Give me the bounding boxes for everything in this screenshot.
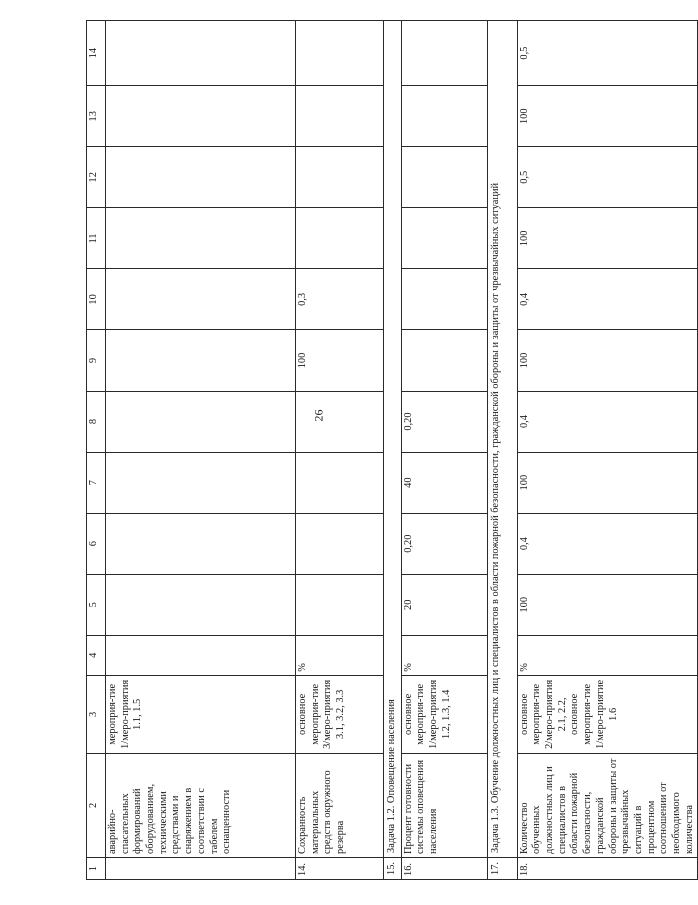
column-number-header: 13 — [87, 86, 106, 147]
indicator-value — [401, 86, 487, 147]
indicator-value — [401, 208, 487, 269]
indicator-name: Процент готовности системы оповещения населения — [401, 753, 487, 857]
indicator-value: 0,4 — [517, 513, 698, 574]
row-number: 17. — [487, 857, 517, 879]
column-number-header: 3 — [87, 675, 106, 753]
task-heading-row — [384, 21, 402, 880]
indicator-value: 100 — [517, 208, 698, 269]
column-number-header: 8 — [87, 391, 106, 452]
indicator-value: 40 — [401, 452, 487, 513]
column-number-header: 6 — [87, 513, 106, 574]
column-number-header: 9 — [87, 330, 106, 391]
program-event: основное мероприя-тие 3/меро-приятия 3.1, 3.2, 3.3 — [296, 675, 384, 753]
indicator-value: 0,20 — [401, 513, 487, 574]
indicator-value — [106, 147, 296, 208]
row-number — [106, 857, 296, 879]
table-header-row — [87, 21, 106, 880]
indicator-value: 0,3 — [296, 269, 384, 330]
column-number-header: 7 — [87, 452, 106, 513]
indicator-name: аварийно-спасательных формирований оборудованием, техническими средствами и снаряжением в соответствии с табелем оснащенности — [106, 753, 296, 857]
indicator-value — [296, 574, 384, 635]
indicator-value — [106, 208, 296, 269]
indicator-value — [296, 86, 384, 147]
indicator-value — [106, 513, 296, 574]
indicator-value — [401, 147, 487, 208]
table-row — [517, 21, 698, 880]
column-number-header: 1 — [87, 857, 106, 879]
indicator-value — [296, 147, 384, 208]
task-heading: Задача 1.3. Обучение должностных лиц и специалистов в области пожарной безопасности, гражданской обороны и защиты от чрезвычайных ситуаций — [487, 21, 517, 858]
table-row — [401, 21, 487, 880]
column-number-header: 11 — [87, 208, 106, 269]
unit-of-measure: % — [517, 635, 698, 675]
indicators-table — [86, 20, 698, 880]
table-row — [296, 21, 384, 880]
task-heading-row — [487, 21, 517, 880]
indicator-value: 0,4 — [517, 391, 698, 452]
column-number-header: 5 — [87, 574, 106, 635]
indicator-value: 100 — [517, 452, 698, 513]
indicator-value: 20 — [401, 574, 487, 635]
program-event: основное мероприя-тие 2/меро-приятия 2.1, 2.2, основное мероприя-тие 1/меро-приятие 1.6 — [517, 675, 698, 753]
indicator-value: 100 — [517, 330, 698, 391]
indicator-value: 100 — [296, 330, 384, 391]
row-number: 18. — [517, 857, 698, 879]
indicator-value — [401, 269, 487, 330]
table-row — [106, 21, 296, 880]
column-number-header: 2 — [87, 753, 106, 857]
indicator-value — [296, 21, 384, 86]
row-number: 15. — [384, 857, 402, 879]
unit-of-measure: % — [401, 635, 487, 675]
column-number-header: 4 — [87, 635, 106, 675]
indicator-value — [296, 452, 384, 513]
indicator-value — [296, 513, 384, 574]
indicator-value: 100 — [517, 86, 698, 147]
indicator-value — [296, 208, 384, 269]
indicator-value — [296, 391, 384, 452]
indicator-value — [401, 21, 487, 86]
page-number: 26 — [311, 409, 326, 422]
indicator-value — [106, 391, 296, 452]
indicator-value: 0,4 — [517, 269, 698, 330]
task-heading: Задача 1.2. Оповещение населения — [384, 21, 402, 858]
indicator-value — [106, 330, 296, 391]
indicator-name: Сохранность материальных средств окружного резерва — [296, 753, 384, 857]
column-number-header: 14 — [87, 21, 106, 86]
indicator-value: 0,20 — [401, 391, 487, 452]
indicator-value — [106, 269, 296, 330]
program-event: основное мероприя-тие 1/меро-приятия 1.2, 1.3, 1.4 — [401, 675, 487, 753]
indicator-value — [106, 452, 296, 513]
indicator-name: Количество обученных должностных лиц и специалистов в области пожарной безопасности, гражданской обороны и защиты от чрезвычайных ситуаций в процентном соотношении от необходимого количества — [517, 753, 698, 857]
row-number: 14. — [296, 857, 384, 879]
indicator-value — [106, 86, 296, 147]
indicator-value — [401, 330, 487, 391]
unit-of-measure: % — [296, 635, 384, 675]
indicator-value: 0,5 — [517, 21, 698, 86]
rotated-table-container — [86, 20, 695, 880]
program-event: мероприя-тие 1/меро-приятия 1.1, 1.5 — [106, 675, 296, 753]
row-number: 16. — [401, 857, 487, 879]
unit-of-measure — [106, 635, 296, 675]
indicator-value: 100 — [517, 574, 698, 635]
column-number-header: 10 — [87, 269, 106, 330]
indicator-value — [106, 21, 296, 86]
indicator-value: 0,5 — [517, 147, 698, 208]
column-number-header: 12 — [87, 147, 106, 208]
indicator-value — [106, 574, 296, 635]
